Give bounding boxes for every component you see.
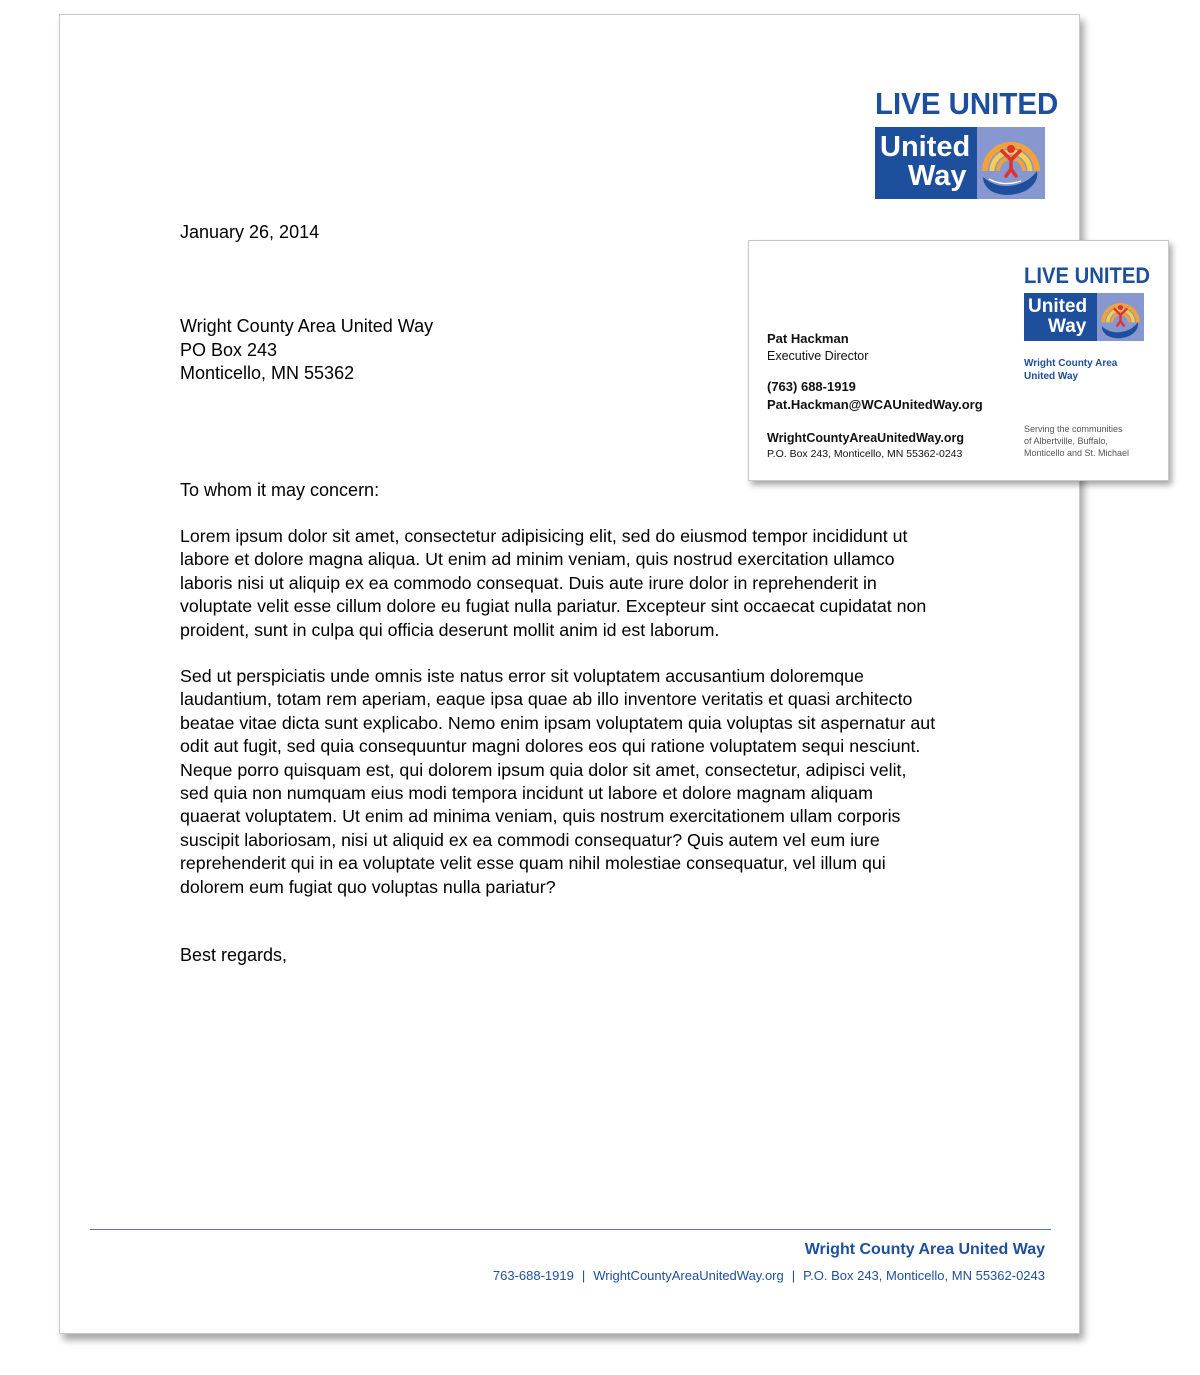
letter-date: January 26, 2014 [180,222,320,242]
paragraph-line: suscipit laboriosam, nisi ut aliquid ex ea commodi consequatur? Quis autem vel eum iure [180,829,880,850]
paragraph-line: beatae vitae dicta sunt explicabo. Nemo enim ipsam voluptatem quia voluptas sit aspernatur aut [180,712,936,733]
logo-wordmark-line2: Way [1048,316,1087,337]
card-serving-line: of Albertville, Buffalo, [1024,436,1108,446]
letterhead-page [59,14,1080,1334]
recipient-line: PO Box 243 [180,339,278,360]
recipient-address [180,315,433,386]
footer-divider [90,1229,1051,1230]
paragraph-line: Sed ut perspiciatis unde omnis iste natus error sit voluptatem accusantium doloremque [180,666,864,686]
closing: Best regards, [180,945,288,965]
paragraph-line: quaerat voluptatem. Ut enim ad minima veniam, quis nostrum exercitationem ullam corporis [180,806,901,827]
card-org-line: Wright County Area [1024,358,1118,369]
paragraph-line: laboris nisi ut aliquip ex ea commodo consequat. Duis aute irure dolor in reprehenderit in [180,572,877,593]
logo-wordmark [1024,293,1097,341]
card-name: Pat Hackman [767,331,849,346]
recipient-line: Wright County Area United Way [180,316,434,336]
card-email: Pat.Hackman@WCAUnitedWay.org [767,397,983,412]
footer-separator: | [791,1268,796,1283]
united-way-logo [1024,265,1161,341]
hand-person-rainbow-icon [977,127,1045,199]
card-org-name [1024,357,1117,383]
hand-person-rainbow-icon [1097,293,1144,341]
footer-contact [493,1268,1045,1283]
footer-address: P.O. Box 243, Monticello, MN 55362-0243 [803,1268,1045,1283]
footer-org-name: Wright County Area United Way [804,1241,1045,1258]
paragraph-line: laudantium, totam rem aperiam, eaque ipsa quae ab illo inventore veritatis et quasi architecto [180,689,913,710]
logo-block [1024,293,1144,341]
logo-wordmark-line2: Way [908,160,967,192]
card-address: P.O. Box 243, Monticello, MN 55362-0243 [767,448,963,460]
card-phone: (763) 688-1919 [767,379,856,394]
paragraph-line: Lorem ipsum dolor sit amet, consectetur adipisicing elit, sed do eiusmod tempor incididunt ut [180,526,908,546]
card-org-line: United Way [1024,371,1079,382]
logo-tagline: LIVE UNITED [875,86,1059,121]
paragraph-line: voluptate velit esse cillum dolore eu fugiat nulla pariatur. Excepteur sint occaecat cupidatat non [180,596,927,617]
salutation: To whom it may concern: [180,480,380,500]
recipient-line: Monticello, MN 55362 [180,363,355,383]
body-paragraph-2 [180,665,970,899]
business-card [748,240,1169,481]
logo-tagline: LIVE UNITED [1024,263,1150,288]
card-title: Executive Director [767,349,869,363]
card-serving-text [1024,423,1129,459]
footer-phone: 763-688-1919 [492,1268,574,1283]
logo-block [875,127,1045,199]
logo-wordmark-line1: United [1028,296,1088,317]
logo-wordmark [875,127,977,199]
paragraph-line: Neque porro quisquam est, qui dolorem ipsum quia dolor sit amet, consectetur, adipisci velit, [180,759,907,780]
logo-wordmark-line1: United [880,131,971,163]
body-paragraph-1 [180,525,970,642]
footer-separator: | [581,1268,586,1283]
card-serving-line: Serving the communities [1024,424,1123,434]
paragraph-line: proident, sunt in culpa qui officia deserunt mollit anim id est laborum. [180,619,720,640]
paragraph-line: dolorem eum fugiat quo voluptas nulla pariatur? [180,876,556,897]
united-way-logo [875,88,1068,199]
paragraph-line: reprehenderit qui in ea voluptate velit esse quam nihil molestiae consequatur, vel illum qui [180,853,886,874]
footer-website: WrightCountyAreaUnitedWay.org [593,1268,784,1283]
paragraph-line: labore et dolore magna aliqua. Ut enim ad minim veniam, quis nostrud exercitation ullamco [180,549,895,570]
card-website: WrightCountyAreaUnitedWay.org [767,431,964,445]
paragraph-line: odit aut fugit, sed quia consequuntur magni dolores eos qui ratione voluptatem sequi nesciunt. [180,736,921,757]
paragraph-line: sed quia non numquam eius modi tempora incidunt ut labore et dolore magnam aliquam [180,783,873,804]
card-serving-line: Monticello and St. Michael [1024,448,1130,458]
